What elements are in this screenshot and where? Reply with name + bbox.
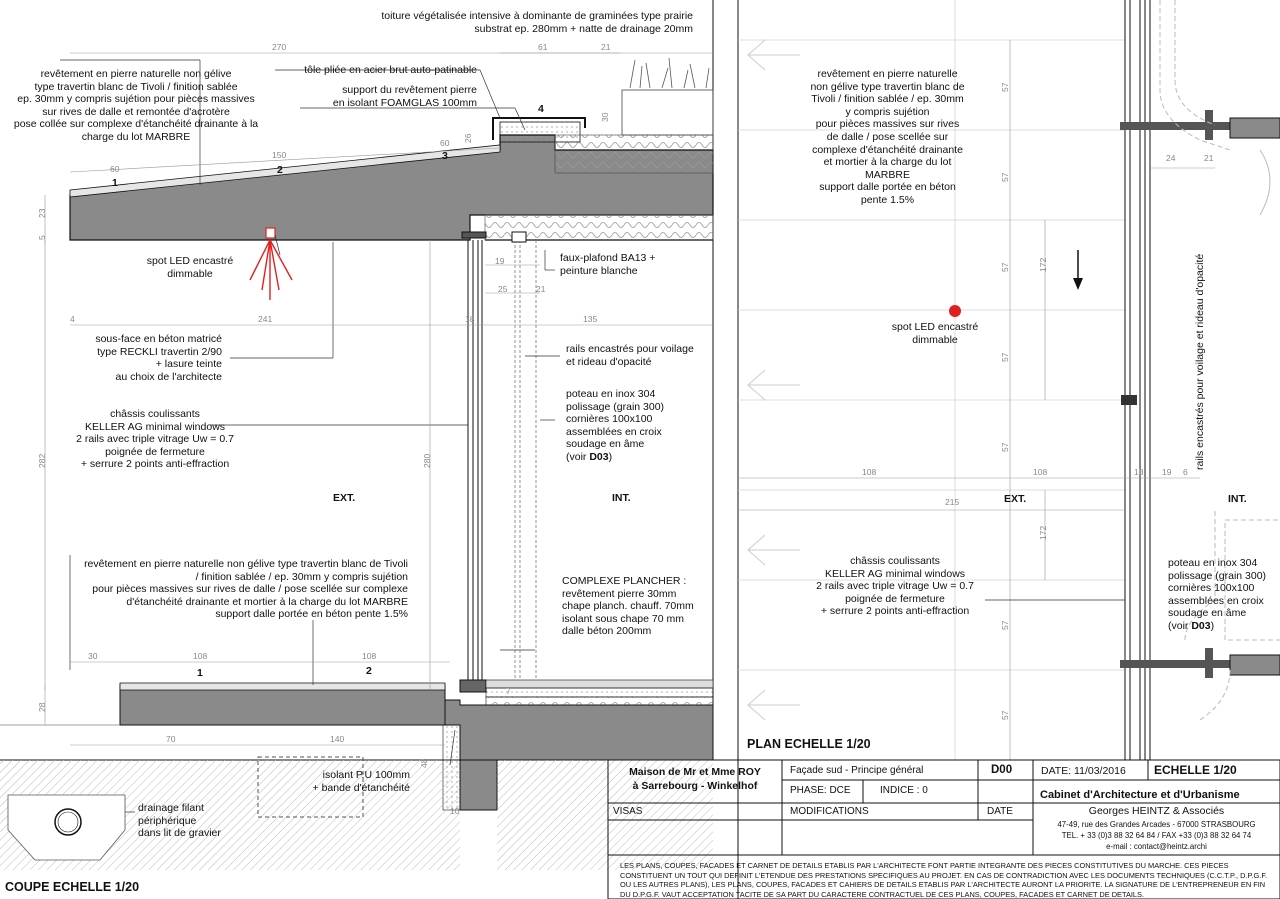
- plan-stone-line: pente 1.5%: [860, 193, 915, 206]
- date-field: DATE: 11/03/2016: [1041, 765, 1126, 777]
- plan-int-label: INT.: [1228, 493, 1247, 505]
- dim-30b: 30: [88, 651, 98, 661]
- window-frame: [460, 232, 486, 692]
- plan-stone-line: support dalle portée en béton: [819, 181, 956, 194]
- stone-top-note: [0, 68, 272, 144]
- floor-line: COMPLEXE PLANCHER :: [562, 575, 687, 587]
- frame-note: [40, 408, 270, 471]
- post-ref-line: [566, 451, 664, 464]
- plan-stone-line: et mortier à la charge du lot: [823, 156, 952, 169]
- post-ref-suffix: ): [608, 450, 613, 463]
- plan-post-line: assemblées en croix: [1168, 594, 1264, 607]
- plan-frame-line: poignée de fermeture: [845, 592, 945, 605]
- firm-address: 47-49, rue des Grandes Arcades - 67000 STRASBOURG: [1057, 820, 1256, 829]
- post-line: assemblées en croix: [566, 425, 662, 438]
- plan-stone-line: MARBRE: [865, 168, 910, 181]
- floor-screed: [486, 688, 713, 697]
- plan-spot-line: dimmable: [912, 333, 958, 346]
- plan-spot-line: spot LED encastré: [891, 321, 979, 333]
- insulation-line: isolant P.U 100mm: [322, 769, 410, 781]
- plan-dim-172: 172: [1038, 257, 1048, 272]
- plan-post-ref[interactable]: D03: [1191, 619, 1211, 632]
- plan-post-ref-prefix: (voir: [1168, 619, 1192, 632]
- sheet-metal-note: tôle pliée en acier brut auto-patinable: [304, 64, 477, 76]
- dim-28: 28: [37, 702, 47, 712]
- stone-bottom-line: pour pièces massives sur rives de dalle / pose scellée sur complexe: [92, 583, 408, 596]
- plan-post-ref-suffix: ): [1210, 619, 1215, 632]
- post-line: polissage (grain 300): [566, 400, 665, 413]
- dim-48: 48: [419, 758, 429, 768]
- marker-bottom-1: 1: [197, 667, 203, 679]
- frame-line: 2 rails avec triple vitrage Uw = 0.7: [76, 433, 234, 446]
- plan-dim-57: 57: [1000, 620, 1010, 630]
- index-field: INDICE : 0: [880, 785, 928, 796]
- plan-frame-note: [805, 555, 985, 618]
- stone-top-line: sur rives de dalle et remontée d'acrotère: [42, 105, 230, 118]
- dim-60b: 60: [110, 164, 120, 174]
- post-line: cornières 100x100: [566, 413, 653, 426]
- dim-30: 30: [600, 112, 610, 122]
- underside-line: au choix de l'architecte: [115, 370, 222, 383]
- firm-email: e-mail : contact@heintz.archi: [1106, 842, 1207, 851]
- stone-top-line: ep. 30mm y compris sujétion pour pièces massives: [17, 93, 255, 106]
- terrace-slab: [120, 685, 445, 725]
- plan-stone-line: complexe d'étanchéité drainante: [812, 143, 963, 156]
- dim-21b: 21: [536, 284, 546, 294]
- plan-dim-21: 21: [1204, 153, 1214, 163]
- dim-10: 10: [450, 806, 460, 816]
- support-line: support du revêtement pierre: [342, 84, 477, 96]
- floor-line: revêtement pierre 30mm: [562, 587, 677, 600]
- int-label: INT.: [612, 492, 631, 504]
- plan-dim-57: 57: [1000, 352, 1010, 362]
- slope-arrow: [1073, 250, 1083, 290]
- plan-stone-line: de dalle / pose scellée sur: [826, 130, 949, 143]
- roof-insulation: [555, 135, 713, 173]
- floor-line: chape planch. chauff. 70mm: [562, 600, 694, 613]
- firm-name: Cabinet d'Architecture et d'Urbanisme: [1040, 789, 1240, 801]
- frame-line: poignée de fermeture: [105, 445, 205, 458]
- plan-dim-18: 18: [1134, 467, 1144, 477]
- plan-frame-line: KELLER AG minimal windows: [824, 567, 966, 580]
- plan-window-wall: [1125, 0, 1150, 760]
- post-note: [566, 388, 664, 464]
- support-note: [333, 84, 477, 109]
- plan-dim-6: 6: [1183, 467, 1188, 477]
- dim-280: 280: [422, 453, 432, 468]
- plan-ext-label: EXT.: [1004, 493, 1027, 505]
- dim-20: 20: [506, 718, 516, 728]
- frame-line: châssis coulissants: [110, 408, 200, 420]
- plan-stone-note: [790, 68, 985, 207]
- ceiling-note: [560, 252, 655, 277]
- dim-150: 150: [272, 150, 287, 160]
- plan-post-line: soudage en âme: [1168, 607, 1247, 620]
- dim-70: 70: [166, 734, 176, 744]
- scale-field: ECHELLE 1/20: [1154, 763, 1237, 777]
- marker-4: 4: [538, 103, 544, 115]
- plan-dim-57: 57: [1000, 262, 1010, 272]
- curtain-rails: [515, 240, 536, 690]
- drawing-name: Façade sud - Principe général: [790, 765, 924, 776]
- post-line: soudage en âme: [566, 438, 645, 451]
- dim-5: 5: [37, 235, 47, 240]
- support-line: en isolant FOAMGLAS 100mm: [332, 96, 477, 109]
- rail-box: [512, 232, 526, 242]
- plan-led-spot: [949, 305, 961, 317]
- drain-line: dans lit de gravier: [138, 827, 221, 840]
- underside-line: type RECKLI travertin 2/90: [97, 345, 222, 358]
- plan-frame-line: châssis coulissants: [850, 555, 940, 567]
- spot-line: spot LED encastré: [146, 255, 234, 267]
- marker-1: 1: [112, 177, 118, 189]
- stone-top-line: revêtement en pierre naturelle non gélive: [40, 68, 232, 80]
- rails-line: et rideau d'opacité: [566, 355, 652, 368]
- plan-dim-172: 172: [1038, 525, 1048, 540]
- plan-dim-24: 24: [1166, 153, 1176, 163]
- plan-stone-line: Tivoli / finition sablée / ep. 30mm: [811, 93, 964, 106]
- dim-61: 61: [538, 42, 548, 52]
- drain-pipe: [55, 809, 81, 835]
- plan-curve: [1260, 150, 1270, 215]
- drain-note: [138, 802, 221, 840]
- roof-note-line: substrat ep. 280mm + natte de drainage 20mm: [474, 22, 693, 35]
- terrace-stone: [120, 683, 445, 690]
- plan-stone-line: y compris sujétion: [845, 105, 930, 118]
- plan-rails-note: rails encastrés pour voilage et rideau d'opacité: [1194, 253, 1206, 470]
- stone-top-line: charge du lot MARBRE: [81, 130, 191, 143]
- stone-top-line: type travertin blanc de Tivoli / finition sablée: [34, 80, 238, 93]
- dim-23: 23: [37, 208, 47, 218]
- post-ref-prefix: (voir: [566, 450, 590, 463]
- stone-bottom-line: / finition sablée / ep. 30mm y compris sujétion: [195, 570, 408, 583]
- legal-notice: LES PLANS, COUPES, FACADES ET CARNET DE DETAILS ETABLIS PAR L'ARCHITECTE FONT PARTIE INTEGRANTE DES PIECES CONSTITUTIVES DU MARCHE. CES PIECES CONSTITUENT UN TOUT QUI DEFINIT L'ETENDUE DES PRESTATIONS SPECIFIQUES AU PROJET. EN CAS DE CONTRADICTION AVEC LES DOCUMENTS TECHNIQUES (C.C.T.P., D.P.G.F. OU LES AUTRES PLANS), LES PLANS, COUPES, FACADES ET CAHIERS DE DETAILS ETABLIS PAR L'ARCHITECTE AURONT LA PRIORITE. LA SIGNATURE DE L'ENTREPRENEUR EN FIN DU D.P.G.F. VAUT ACCEPTATION TACITE DE SA PART DU CARACTERE CONTRACTUEL DE CES PLANS, COUPES, FACADES ET CARNET DE DETAILS.: [620, 861, 1268, 899]
- plan-frame-line: 2 rails avec triple vitrage Uw = 0.7: [816, 580, 974, 593]
- underside-line: sous-face en béton matricé: [95, 333, 222, 345]
- floor-note: [562, 575, 694, 638]
- roof-note-line: toiture végétalisée intensive à dominante de graminées type prairie: [381, 10, 693, 22]
- floor-stone: [486, 680, 713, 688]
- sheet-number: D00: [991, 764, 1013, 776]
- plan-stone-line: revêtement en pierre naturelle: [817, 68, 958, 80]
- underside-line: + lasure teinte: [155, 358, 222, 371]
- insulation-line: + bande d'étanchéité: [312, 781, 410, 794]
- spot-note: [130, 255, 250, 280]
- dim-282: 282: [37, 453, 47, 468]
- stone-bottom-line: revêtement en pierre naturelle non gélive type travertin blanc de Tivoli: [84, 558, 408, 570]
- drain-line: périphérique: [138, 814, 197, 827]
- plan-post-line: polissage (grain 300): [1168, 569, 1267, 582]
- spot-line: dimmable: [167, 267, 213, 280]
- mod-date-label: DATE: [987, 806, 1013, 817]
- stone-bottom-line: support dalle portée en béton pente 1.5%: [215, 608, 408, 621]
- frame-line: KELLER AG minimal windows: [84, 420, 226, 433]
- project-line: à Sarrebourg - Winkelhof: [632, 780, 758, 792]
- dim-135: 135: [583, 314, 598, 324]
- marker-bottom-2: 2: [366, 665, 372, 677]
- plan-stone-line: non gélive type travertin blanc de: [810, 80, 965, 93]
- rails-line: rails encastrés pour voilage: [566, 343, 694, 355]
- led-rays: [250, 240, 292, 300]
- plan-post-ref-line: [1168, 620, 1266, 633]
- plan-dim-108: 108: [862, 467, 877, 477]
- phase-field: PHASE: DCE: [790, 785, 851, 796]
- plan-dim-108b: 108: [1033, 467, 1048, 477]
- frame-line: + serrure 2 points anti-effraction: [80, 458, 230, 471]
- ceiling-line: peinture blanche: [560, 264, 638, 277]
- post-line: poteau en inox 304: [566, 388, 656, 400]
- dim-4: 4: [70, 314, 75, 324]
- insulation-note: [313, 769, 410, 794]
- project-name: [608, 765, 782, 793]
- dim-18: 18: [465, 314, 475, 324]
- firm-phone: TEL. + 33 (0)3 88 32 64 84 / FAX +33 (0)3 88 32 64 74: [1061, 831, 1252, 840]
- marker-2: 2: [277, 164, 283, 176]
- dim-25: 25: [498, 284, 508, 294]
- visas-label: VISAS: [613, 806, 643, 817]
- dim-19: 19: [495, 256, 505, 266]
- dim-60: 60: [440, 138, 450, 148]
- project-line: Maison de Mr et Mme ROY: [629, 766, 761, 778]
- dim-26: 26: [463, 133, 473, 143]
- dim-108b: 108: [362, 651, 377, 661]
- ext-label: EXT.: [333, 492, 356, 504]
- dim-7: 7: [506, 686, 511, 696]
- roof-note: [381, 10, 693, 35]
- rails-note: [566, 343, 694, 368]
- led-spot: [266, 228, 275, 238]
- plan-dim-57: 57: [1000, 442, 1010, 452]
- floor-insulation: [486, 697, 713, 705]
- underside-note: [95, 333, 222, 383]
- dim-241: 241: [258, 314, 273, 324]
- plan-dim-215: 215: [945, 497, 960, 507]
- plan-dim-57: 57: [1000, 172, 1010, 182]
- plan-dim-57: 57: [1000, 710, 1010, 720]
- post-ref[interactable]: D03: [589, 450, 609, 463]
- marker-3: 3: [442, 150, 448, 162]
- dim-140: 140: [330, 734, 345, 744]
- ceiling-line: faux-plafond BA13 +: [560, 252, 656, 264]
- green-roof-substrate: [622, 90, 713, 135]
- dim-21: 21: [601, 42, 611, 52]
- plan-title: PLAN ECHELLE 1/20: [747, 737, 871, 751]
- plan-post-line: poteau en inox 304: [1168, 557, 1258, 569]
- stone-bottom-line: d'étanchéité drainante et mortier à la charge du lot MARBRE: [126, 595, 408, 608]
- floor-line: dalle béton 200mm: [562, 625, 652, 638]
- plan-post-line: cornières 100x100: [1168, 582, 1255, 595]
- stone-top-line: pose collée sur complexe d'étanchéité drainante à la: [13, 118, 259, 131]
- modifications-label: MODIFICATIONS: [790, 806, 869, 817]
- plan-dim-57: 57: [1000, 82, 1010, 92]
- dim-108: 108: [193, 651, 208, 661]
- section-title: COUPE ECHELLE 1/20: [5, 880, 140, 894]
- dim-27: 27: [600, 188, 610, 198]
- floor-line: isolant sous chape 70 mm: [562, 612, 684, 625]
- plan-spot-note: [880, 321, 990, 346]
- dim-270: 270: [272, 42, 287, 52]
- plan-frame-line: + serrure 2 points anti-effraction: [820, 605, 970, 618]
- drain-line: drainage filant: [138, 802, 204, 814]
- grass: [630, 58, 709, 88]
- plan-post-note: [1168, 557, 1266, 633]
- firm-sub: Georges HEINTZ & Associés: [1088, 805, 1225, 817]
- plan-stone-line: pour pièces massives sur rives: [815, 118, 960, 131]
- plan-dim-19: 19: [1162, 467, 1172, 477]
- stone-bottom-note: [84, 558, 408, 621]
